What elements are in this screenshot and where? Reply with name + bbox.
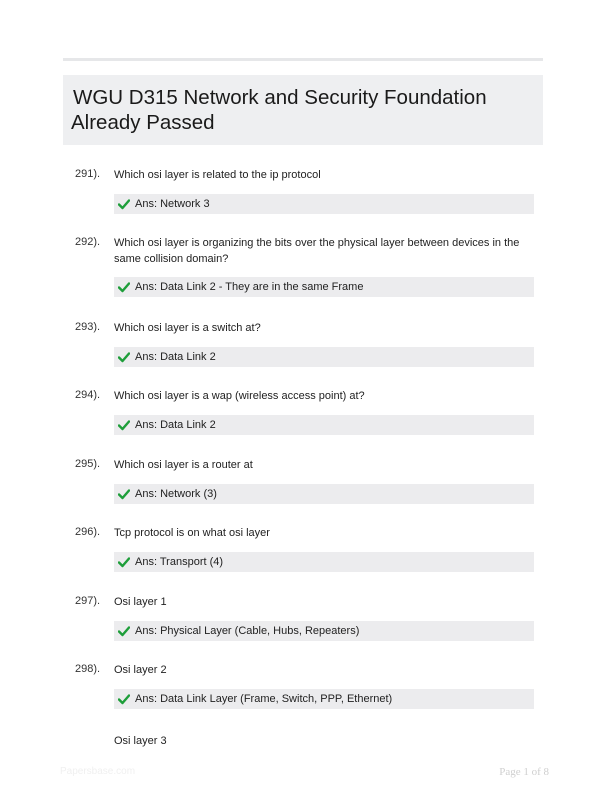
question-number: 295). [75,458,101,470]
question-number: 298). [75,663,101,675]
answer-text: Ans: Data Link Layer (Frame, Switch, PPP, Ethernet) [135,693,393,705]
answer-text: Ans: Data Link 2 [135,419,216,431]
top-divider [63,58,543,61]
answer-box [114,689,534,709]
answer-text: Ans: Network 3 [135,198,210,210]
answer-box [114,621,534,641]
qa-item [0,456,606,504]
checkmark-icon [118,281,130,293]
page-indicator: Page 1 of 8 [499,766,549,778]
answer-box [114,484,534,504]
qa-item [0,732,606,749]
document-title-box [63,75,543,145]
question-number: 297). [75,595,101,607]
question-number: 291). [75,168,101,180]
qa-item [0,524,606,572]
answer-text: Ans: Data Link 2 [135,351,216,363]
answer-box [114,347,534,367]
question-number: 296). [75,526,101,538]
qa-item [0,319,606,367]
question-text: Osi layer 1 [114,596,167,608]
checkmark-icon [118,351,130,363]
answer-box [114,194,534,214]
answer-text: Ans: Physical Layer (Cable, Hubs, Repeaters) [135,625,360,637]
checkmark-icon [118,419,130,431]
qa-item [0,234,606,297]
document-title-line-1: WGU D315 Network and Security Foundation [73,86,487,109]
answer-text: Ans: Transport (4) [135,556,224,568]
answer-box [114,552,534,572]
question-number: 294). [75,389,101,401]
question-text: Which osi layer is organizing the bits over the physical layer between devices in the same collision domain? [114,237,520,265]
checkmark-icon [118,198,130,210]
question-text: Osi layer 2 [114,664,167,676]
answer-text: Ans: Data Link 2 - They are in the same Frame [135,281,364,293]
answer-box [114,277,534,297]
question-number: 293). [75,321,101,333]
question-text: Which osi layer is a wap (wireless access point) at? [114,390,365,402]
qa-item [0,661,606,709]
answer-text: Ans: Network (3) [135,488,217,500]
answer-box [114,415,534,435]
footer-watermark: Papersbase.com [60,766,136,777]
qa-item [0,166,606,214]
checkmark-icon [118,556,130,568]
question-text: Which osi layer is related to the ip protocol [114,169,321,181]
checkmark-icon [118,625,130,637]
question-text: Tcp protocol is on what osi layer [114,527,270,539]
checkmark-icon [118,488,130,500]
question-text: Which osi layer is a router at [114,459,253,471]
qa-item [0,387,606,435]
qa-item [0,593,606,641]
document-title-line-2: Already Passed [71,111,215,134]
question-number: 292). [75,236,101,248]
question-text: Which osi layer is a switch at? [114,322,261,334]
question-text: Osi layer 3 [114,735,167,747]
checkmark-icon [118,693,130,705]
